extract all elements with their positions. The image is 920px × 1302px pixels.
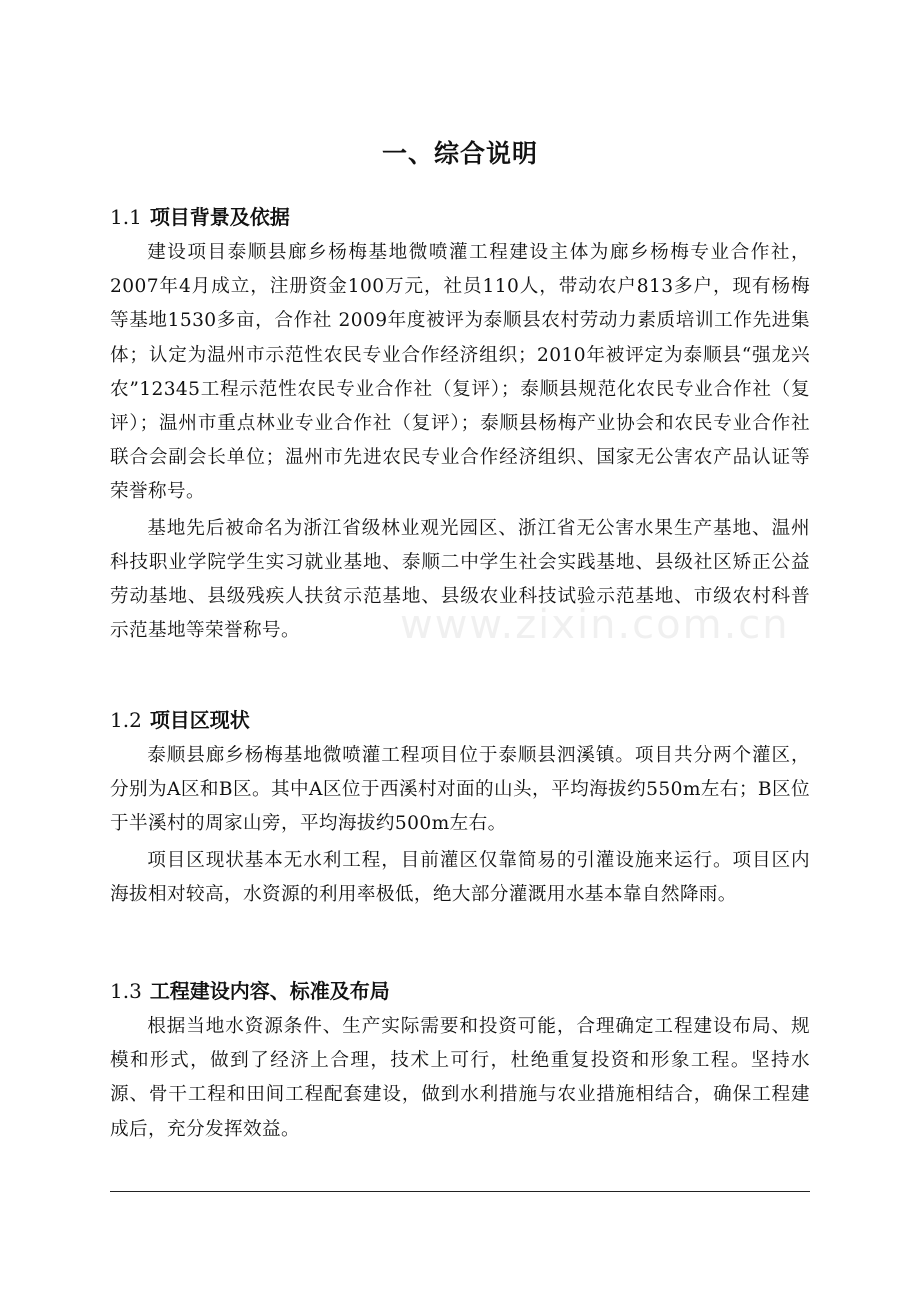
- paragraph: 根据当地水资源条件、生产实际需要和投资可能，合理确定工程建设布局、规模和形式，做到了经济上合理，技术上可行，杜绝重复投资和形象工程。坚持水源、骨干工程和田间工程配套建设，做到水利措施与农业措施相结合，确保工程建成后，充分发挥效益。: [110, 1016, 810, 1140]
- section-heading: [110, 202, 810, 232]
- section-title: 工程建设内容、标准及布局: [149, 979, 390, 1003]
- paragraph: 基地先后被命名为浙江省级林业观光园区、浙江省无公害水果生产基地、温州科技职业学院学生实习就业基地、泰顺二中学生社会实践基地、县级社区矫正公益劳动基地、县级残疾人扶贫示范基地、县级农业科技试验示范基地、市级农村科普示范基地等荣誉称号。: [110, 517, 810, 642]
- watermark: www.zixin.com.cn: [400, 602, 790, 648]
- section-title: 项目背景及依据: [149, 205, 290, 229]
- section-1-2: [110, 705, 810, 912]
- footer-divider: [110, 1191, 810, 1192]
- section-number: 1.1: [110, 205, 142, 229]
- section-title: 项目区现状: [149, 708, 250, 732]
- paragraph: 泰顺县廊乡杨梅基地微喷灌工程项目位于泰顺县泗溪镇。项目共分两个灌区，分别为A区和B区。其中A区位于西溪村对面的山头，平均海拔约550m左右；B区位于半溪村的周家山旁，平均海拔约500m左右。: [110, 745, 810, 835]
- section-1-3: [110, 976, 810, 1147]
- paragraph: 建设项目泰顺县廊乡杨梅基地微喷灌工程建设主体为廊乡杨梅专业合作社， 2007年4月成立，注册资金100万元，社员110人，带动农户813多户，现有杨梅等基地1530多亩，合作社 2009年度被评为泰顺县农村劳动力素质培训工作先进集体；认定为温州市示范性农民专业合作经济组织；2010年被评定为泰顺县“强龙兴农”12345工程示范性农民专业合作社（复评）；泰顺县规范化农民专业合作社（复评）；温州市重点林业专业合作社（复评）；泰顺县杨梅产业协会和农民专业合作社联合会副会长单位；温州市先进农民专业合作经济组织、国家无公害农产品认证等荣誉称号。: [110, 242, 810, 503]
- section-1-1: [110, 202, 810, 648]
- section-heading: [110, 705, 810, 735]
- document-title: 一、综合说明: [381, 139, 538, 168]
- section-number: 1.3: [110, 979, 142, 1003]
- paragraph: 项目区现状基本无水利工程，目前灌区仅靠简易的引灌设施来运行。项目区内海拔相对较高，水资源的利用率极低，绝大部分灌溉用水基本靠自然降雨。: [110, 849, 810, 905]
- section-number: 1.2: [110, 708, 142, 732]
- section-heading: [110, 976, 810, 1006]
